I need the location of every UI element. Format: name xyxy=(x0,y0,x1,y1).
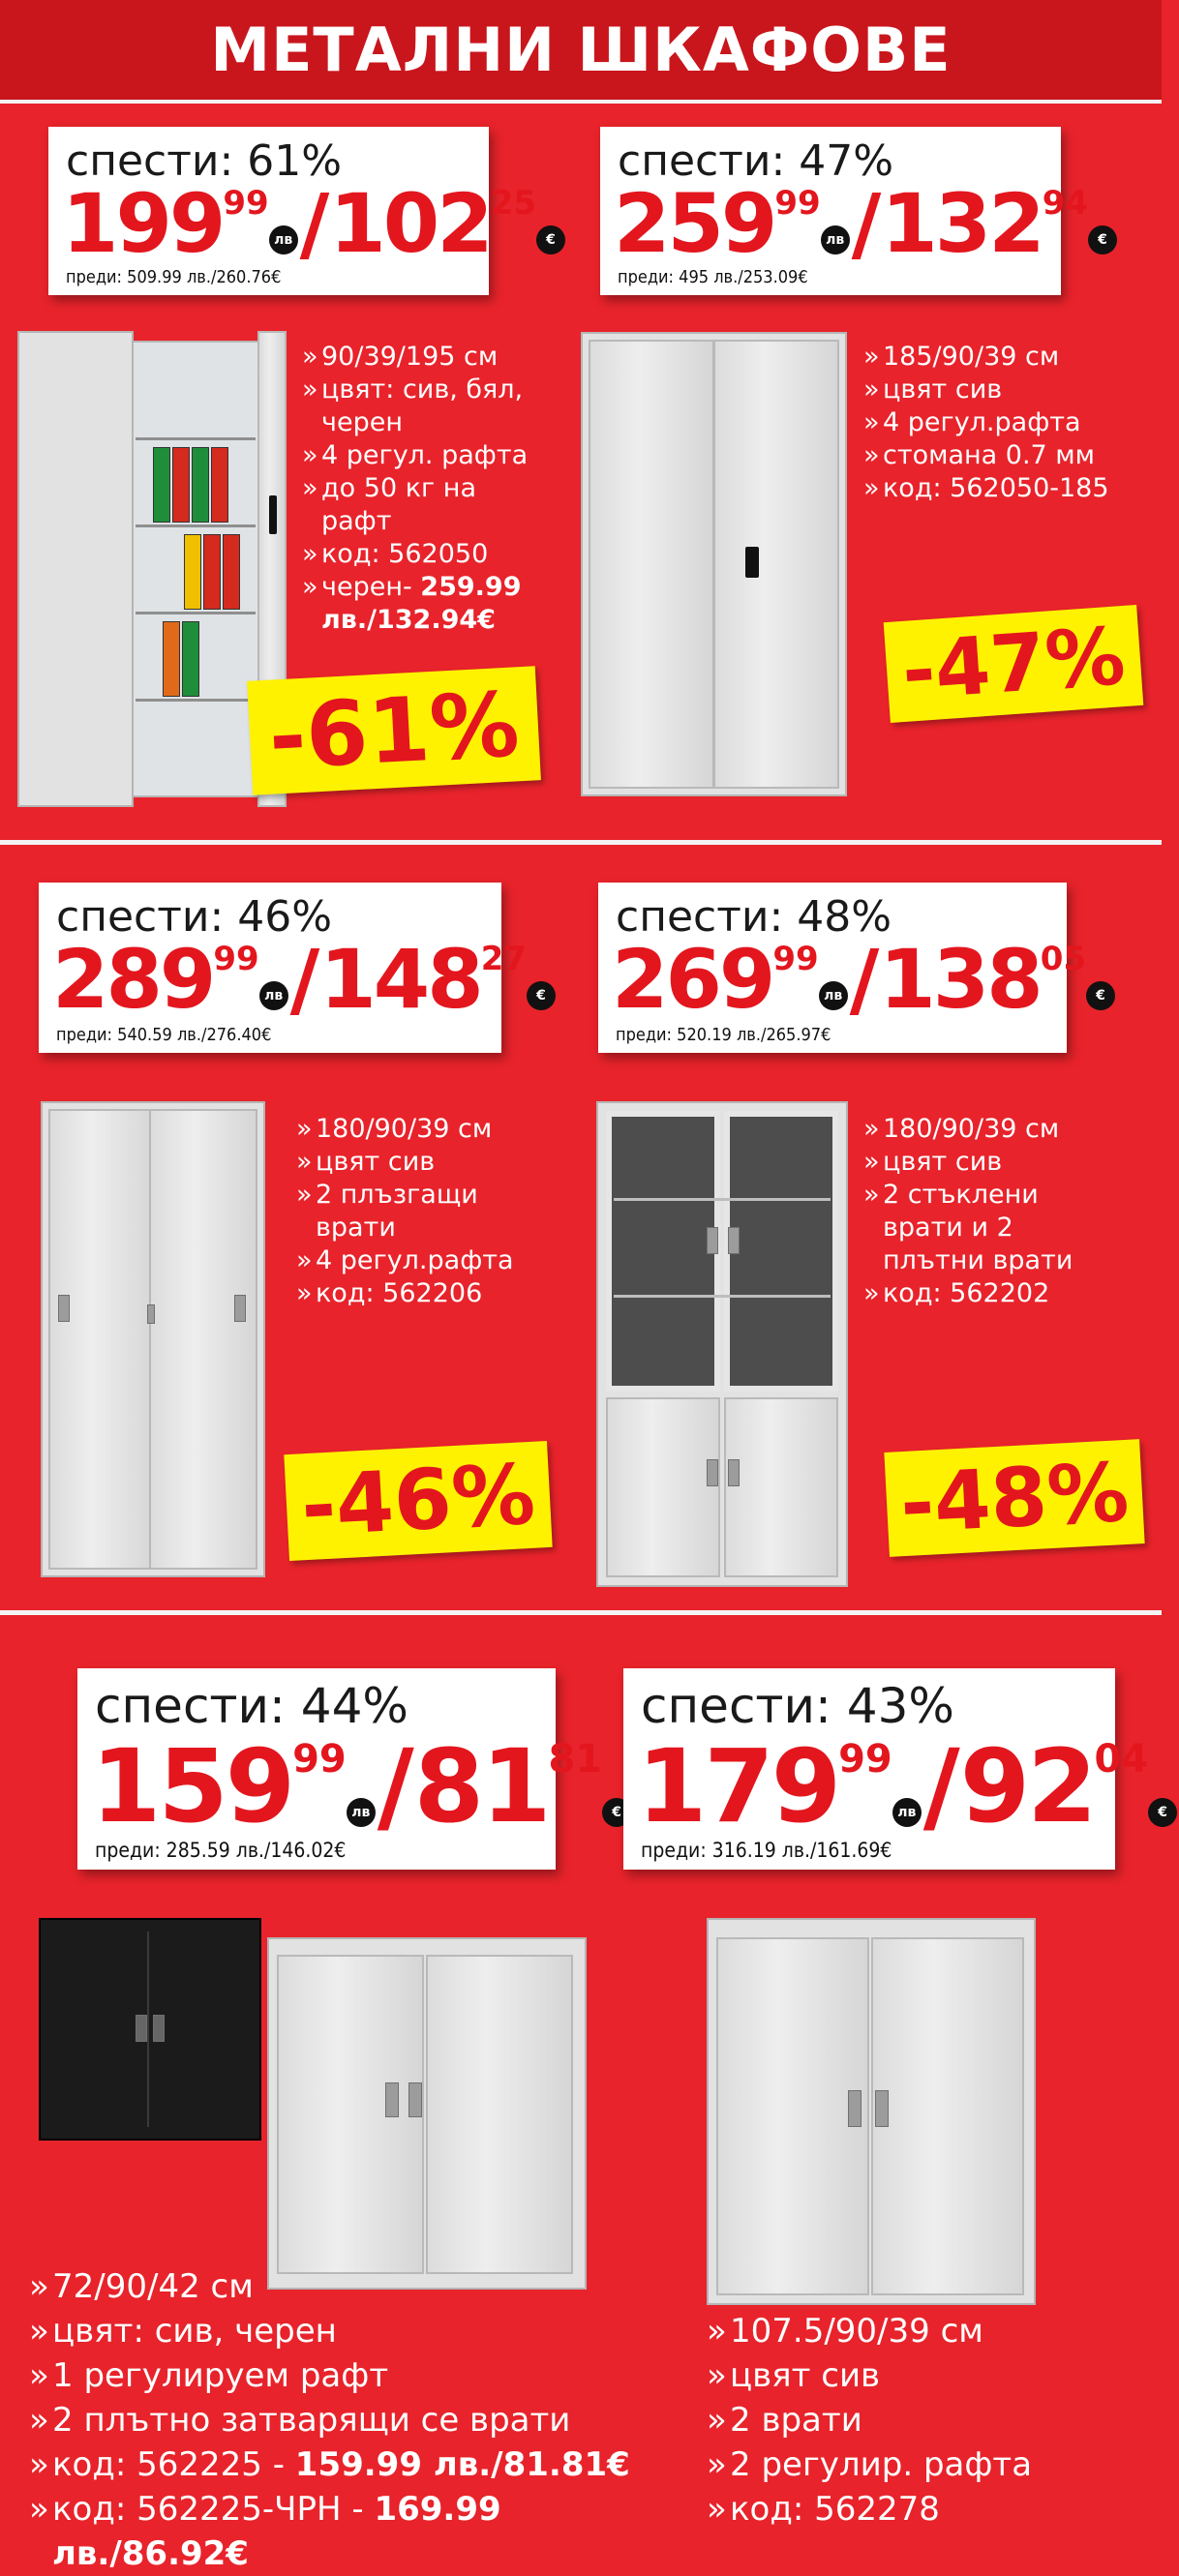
price-box xyxy=(600,127,1107,295)
product-specs xyxy=(29,2264,707,2576)
spec-item: » код: 562206 xyxy=(296,1277,538,1310)
spec-item: » 2 регулир. рафта xyxy=(707,2442,1133,2487)
spec-item: » 2 стъклени врати и 2 плътни врати xyxy=(863,1179,1115,1277)
price-lv-int: 259 xyxy=(614,176,775,271)
discount-tag: -47% xyxy=(884,605,1144,723)
old-price: преди: 316.19 лв./161.69€ xyxy=(641,1839,892,1862)
old-price: преди: 509.99 лв./260.76€ xyxy=(66,267,282,287)
euro-badge-icon: € xyxy=(1148,1798,1177,1827)
old-price: преди: 285.59 лв./146.02€ xyxy=(95,1839,347,1862)
lv-badge-icon: лв xyxy=(819,981,848,1010)
spec-item: » 2 плътно затварящи се врати xyxy=(29,2398,707,2442)
spec-item: » код: 562202 xyxy=(863,1277,1115,1310)
price: 15999лв/8181€ xyxy=(91,1736,633,1837)
spec-item: » черен- 259.99 лв./132.94€ xyxy=(302,571,534,637)
spec-item: » 2 плъзгащи врати xyxy=(296,1179,538,1244)
product-image-cabinet-sliding xyxy=(41,1101,265,1577)
discount-tag: -61% xyxy=(247,666,541,794)
savings-label: спести: 61% xyxy=(66,136,343,186)
price-lv-dec: 99 xyxy=(838,1737,892,1782)
section-divider xyxy=(0,1610,1162,1615)
euro-badge-icon: € xyxy=(1086,981,1115,1010)
price-eur-dec: 25 xyxy=(490,184,537,223)
discount-tag: -48% xyxy=(884,1439,1144,1557)
euro-badge-icon: € xyxy=(527,981,556,1010)
product-specs xyxy=(863,341,1115,505)
old-price: преди: 495 лв./253.09€ xyxy=(618,267,808,287)
spec-item: » 4 регул.рафта xyxy=(863,406,1115,439)
price-box xyxy=(77,1668,622,1870)
spec-item: » 72/90/42 см xyxy=(29,2264,707,2309)
spec-item: » код: 562050-185 xyxy=(863,472,1115,505)
price-lv-int: 179 xyxy=(637,1727,839,1845)
spec-item: » цвят сив xyxy=(296,1146,538,1179)
lv-badge-icon: лв xyxy=(347,1798,376,1827)
spec-item: » до 50 кг на рафт xyxy=(302,472,534,538)
spec-item: » код: 562225-ЧРН - 169.99 лв./86.92€ xyxy=(29,2487,707,2576)
price-box xyxy=(623,1668,1168,1870)
price-lv-dec: 99 xyxy=(772,940,819,978)
lv-badge-icon: лв xyxy=(259,981,288,1010)
price-lv-int: 159 xyxy=(91,1727,293,1845)
price-eur-int: 138 xyxy=(879,932,1041,1027)
spec-item: » цвят: сив, бял, черен xyxy=(302,374,534,439)
savings-label: спести: 44% xyxy=(95,1678,408,1734)
price-lv-int: 289 xyxy=(52,932,214,1027)
savings-label: спести: 48% xyxy=(616,892,892,942)
product-image-cabinet-tall xyxy=(581,332,847,796)
page-header xyxy=(0,0,1162,104)
spec-item: » 107.5/90/39 см xyxy=(707,2309,1133,2353)
spec-item: » цвят сив xyxy=(863,1146,1115,1179)
price-eur-int: 148 xyxy=(319,932,481,1027)
lv-badge-icon: лв xyxy=(892,1798,922,1827)
spec-item: » 90/39/195 см xyxy=(302,341,534,374)
spec-item: » 2 врати xyxy=(707,2398,1133,2442)
spec-item: » 185/90/39 см xyxy=(863,341,1115,374)
product-image-cabinet-low-black xyxy=(39,1918,261,2141)
savings-label: спести: 46% xyxy=(56,892,333,942)
page-title: МЕТАЛНИ ШКАФОВЕ xyxy=(210,15,952,85)
spec-item: » цвят сив xyxy=(707,2353,1133,2398)
price-eur-int: 102 xyxy=(329,176,491,271)
price-box xyxy=(48,127,556,295)
price: 26999лв/13805€ xyxy=(612,939,1117,1020)
price-lv-dec: 99 xyxy=(292,1737,347,1782)
spec-item: » код: 562050 xyxy=(302,538,534,571)
price-lv-int: 199 xyxy=(62,176,224,271)
price-lv-dec: 99 xyxy=(213,940,259,978)
discount-tag: -46% xyxy=(284,1441,552,1561)
price-eur-int: 81 xyxy=(413,1727,549,1845)
price-eur-dec: 81 xyxy=(548,1737,603,1782)
price-eur-dec: 04 xyxy=(1094,1737,1149,1782)
spec-item: » код: 562278 xyxy=(707,2487,1133,2531)
old-price: преди: 520.19 лв./265.97€ xyxy=(616,1025,831,1045)
product-image-cabinet-glass xyxy=(596,1101,848,1587)
spec-item: » 1 регулируем рафт xyxy=(29,2353,707,2398)
product-image-cabinet-medium xyxy=(707,1918,1036,2305)
product-image-cabinet-open xyxy=(17,331,288,807)
price-box xyxy=(39,883,546,1053)
euro-badge-icon: € xyxy=(602,1798,631,1827)
price-lv-dec: 99 xyxy=(774,184,821,223)
price-lv-dec: 99 xyxy=(223,184,269,223)
spec-item: » цвят: сив, черен xyxy=(29,2309,707,2353)
euro-badge-icon: € xyxy=(536,225,565,255)
price-eur-dec: 94 xyxy=(1042,184,1089,223)
spec-item: » код: 562225 - 159.99 лв./81.81€ xyxy=(29,2442,707,2487)
savings-label: спести: 47% xyxy=(618,136,894,186)
section-divider xyxy=(0,840,1162,845)
lv-badge-icon: лв xyxy=(821,225,850,255)
spec-item: » стомана 0.7 мм xyxy=(863,439,1115,472)
product-specs xyxy=(302,341,534,637)
price: 19999лв/10225€ xyxy=(62,183,567,264)
product-specs xyxy=(863,1113,1115,1310)
spec-item: » 180/90/39 см xyxy=(296,1113,538,1146)
price-eur-dec: 27 xyxy=(480,940,528,978)
euro-badge-icon: € xyxy=(1088,225,1117,255)
product-specs xyxy=(296,1113,538,1310)
product-specs xyxy=(707,2309,1133,2531)
price-box xyxy=(598,883,1105,1053)
price: 17999лв/9204€ xyxy=(637,1736,1179,1837)
spec-item: » 4 регул. рафта xyxy=(302,439,534,472)
spec-item: » цвят сив xyxy=(863,374,1115,406)
old-price: преди: 540.59 лв./276.40€ xyxy=(56,1025,272,1045)
spec-item: » 4 регул.рафта xyxy=(296,1244,538,1277)
savings-label: спести: 43% xyxy=(641,1678,954,1734)
price-eur-int: 132 xyxy=(881,176,1043,271)
spec-item: » 180/90/39 см xyxy=(863,1113,1115,1146)
product-image-cabinet-low-grey xyxy=(267,1937,587,2290)
price: 25999лв/13294€ xyxy=(614,183,1119,264)
price-lv-int: 269 xyxy=(612,932,773,1027)
price: 28999лв/14827€ xyxy=(52,939,558,1020)
price-eur-dec: 05 xyxy=(1040,940,1087,978)
price-eur-int: 92 xyxy=(959,1727,1095,1845)
lv-badge-icon: лв xyxy=(269,225,298,255)
